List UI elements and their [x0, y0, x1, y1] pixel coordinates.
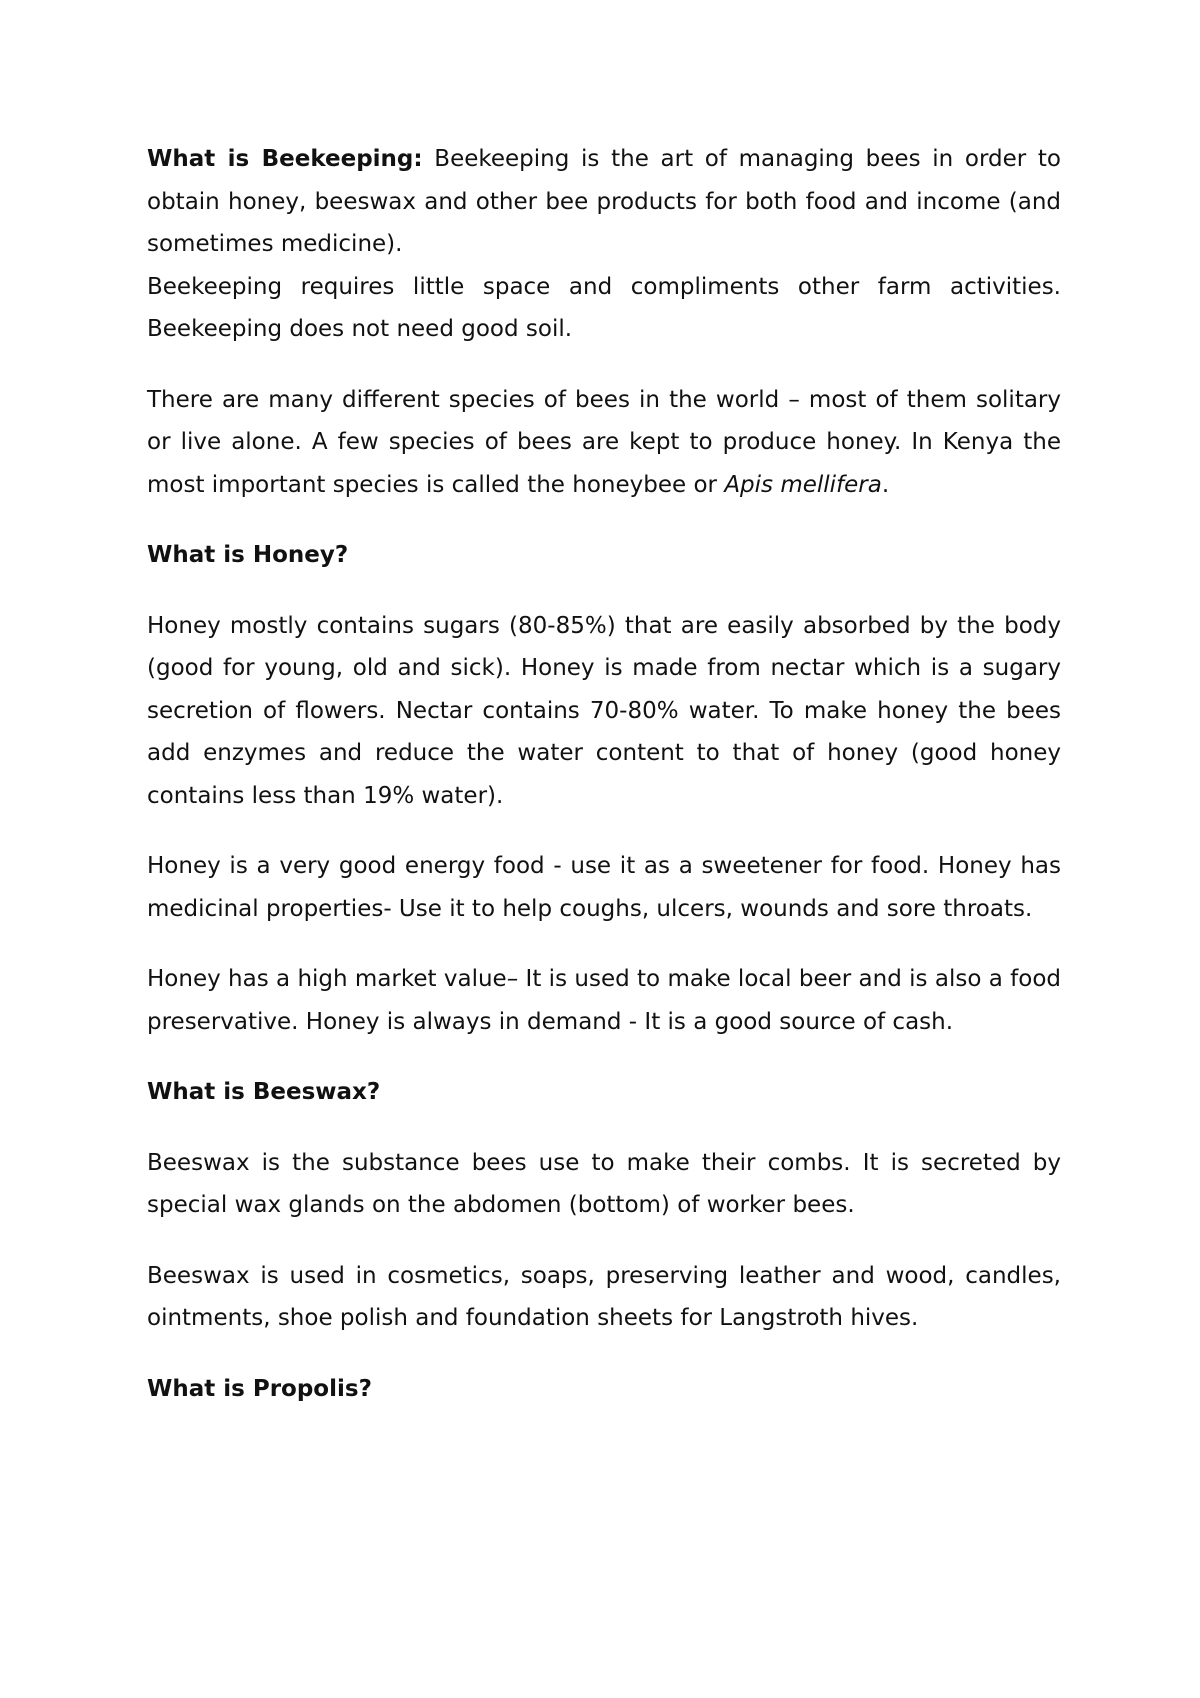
beekeeping-heading: What is Beekeeping: — [147, 146, 423, 172]
honey-paragraph-composition: Honey mostly contains sugars (80-85%) that are easily absorbed by the body (good for young, old and sick). Honey is made from nectar which is a sugary secretion of flowers. Nectar contains 70-80% water. To make honey the bees add enzymes and reduce the water content to that of honey (good honey contains less than 19% water). — [147, 612, 1061, 809]
beekeeping-definition-text: Beekeeping is the art of managing bees in order to obtain honey, beeswax and other bee products for both food and income (and sometimes medicine). — [147, 146, 1062, 257]
bee-species-end: . — [881, 471, 890, 498]
honey-paragraph-market: Honey has a high market value– It is used to make local beer and is also a food preservative. Honey is always in demand - It is a good source of cash. — [147, 966, 1061, 1035]
beekeeping-definition — [147, 138, 1061, 266]
honey-heading: What is Honey? — [147, 542, 349, 568]
honey-paragraph-uses: Honey is a very good energy food - use it as a sweetener for food. Honey has medicinal properties- Use it to help coughs, ulcers, wounds and sore throats. — [147, 853, 1061, 922]
beeswax-paragraph-definition: Beeswax is the substance bees use to make their combs. It is secreted by special wax glands on the abdomen (bottom) of worker bees. — [147, 1149, 1061, 1218]
scientific-name: Apis mellifera — [724, 471, 882, 498]
beekeeping-requirements: Beekeeping requires little space and compliments other farm activities. Beekeeping does not need good soil. — [147, 273, 1061, 342]
beeswax-paragraph-uses: Beeswax is used in cosmetics, soaps, preserving leather and wood, candles, ointments, shoe polish and foundation sheets for Langstroth hives. — [147, 1262, 1061, 1331]
document-page — [147, 138, 1061, 1438]
beeswax-heading: What is Beeswax? — [147, 1079, 381, 1105]
propolis-heading: What is Propolis? — [147, 1375, 372, 1402]
bee-species-paragraph — [147, 379, 1061, 507]
bee-species-text: There are many different species of bees in the world – most of them solitary or live alone. A few species of bees are kept to produce honey. In Kenya the most important species is called the honeybee or — [147, 386, 1061, 498]
